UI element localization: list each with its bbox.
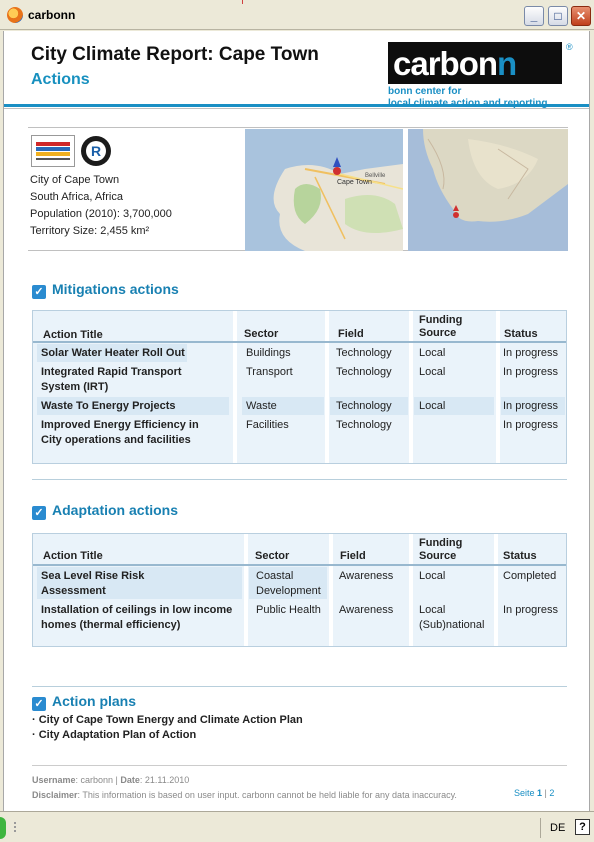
table-row-field: Technology: [336, 400, 392, 412]
table-row-funding: Local: [419, 400, 446, 412]
city-map[interactable]: [245, 129, 403, 251]
report-title: City Climate Report: Cape Town: [31, 44, 319, 65]
logo-wordmark: carbonn: [393, 45, 517, 82]
table-row-funding: Local: [419, 366, 446, 378]
section-divider: [32, 686, 567, 687]
title-bar: [0, 0, 594, 30]
checkbox-icon: ✓: [32, 506, 46, 520]
report-subtitle: Actions: [31, 71, 90, 88]
col-field: Field: [338, 328, 364, 340]
table-row-status: In progress: [503, 366, 559, 378]
table-row-status: In progress: [503, 419, 559, 431]
col-field: Field: [340, 550, 366, 562]
mitigation-table: [32, 310, 567, 464]
col-status: Status: [503, 550, 537, 562]
col-funding-source: Funding Source: [419, 314, 463, 339]
list-item[interactable]: · City of Cape Town Energy and Climate Action Plan: [32, 714, 303, 726]
adaptation-table: [32, 533, 567, 647]
table-row-title: Installation of ceilings in low income homes (thermal efficiency): [41, 604, 233, 631]
table-row-status: Completed: [503, 570, 557, 582]
minimize-button[interactable]: _: [524, 6, 544, 26]
section-divider: [32, 479, 567, 480]
header-rule: [4, 104, 590, 107]
report-footer: [32, 773, 457, 803]
status-bar: [0, 811, 594, 842]
help-icon[interactable]: ?: [575, 819, 590, 835]
language-indicator[interactable]: DE: [550, 822, 566, 834]
col-sector: Sector: [255, 550, 290, 562]
table-row-sector: Buildings: [246, 347, 291, 359]
adaptation-heading: ✓ Adaptation actions: [32, 502, 178, 520]
city-emblem-logo: [31, 135, 75, 167]
table-row-title: Sea Level Rise Risk Assessment: [41, 570, 145, 597]
table-row-status: In progress: [503, 400, 559, 412]
plans-heading: ✓ Action plans: [32, 693, 136, 711]
table-row-field: Technology: [336, 366, 392, 378]
table-row-field: Awareness: [339, 604, 394, 616]
table-row-sector: Facilities: [246, 419, 289, 431]
footer-meta: Username: carbonn | Date: 21.11.2010: [32, 775, 190, 785]
region-map[interactable]: [408, 129, 568, 251]
plans-list: [32, 713, 303, 743]
table-row-field: Technology: [336, 347, 392, 359]
title-bar-marker: [242, 0, 243, 4]
table-row-sector: Transport: [246, 366, 293, 378]
table-row-funding: Local: [419, 347, 446, 359]
city-territory: Territory Size: 2,455 km²: [30, 225, 150, 237]
table-row-title: Improved Energy Efficiency in City operations and facilities: [41, 419, 199, 446]
footer-rule: [32, 765, 567, 766]
col-status: Status: [504, 328, 538, 340]
map-label-bellville: Bellville: [365, 173, 386, 179]
table-row-sector: Coastal Development: [256, 570, 321, 597]
city-region: South Africa, Africa: [30, 191, 123, 203]
footer-disclaimer: Disclaimer: This information is based on user input. carbonn cannot be held liable for any data inaccuracy.: [32, 790, 457, 800]
col-action-title: Action Title: [43, 329, 103, 341]
city-population: Population (2010): 3,700,000: [30, 208, 172, 220]
checkbox-icon: ✓: [32, 697, 46, 711]
logo-box: [388, 42, 562, 84]
table-row-title: Solar Water Heater Roll Out: [41, 347, 185, 359]
table-row-funding: Local: [419, 570, 446, 582]
table-row-field: Technology: [336, 419, 392, 431]
adaptation-header-row: [33, 534, 566, 566]
table-row-sector: Public Health: [256, 604, 321, 616]
page-indicator[interactable]: Seite 1 | 2: [514, 788, 555, 798]
firefox-icon: [7, 7, 23, 23]
table-row-status: In progress: [503, 604, 559, 616]
table-row-funding: Local (Sub)national: [419, 604, 485, 631]
grip-handle[interactable]: [14, 822, 22, 832]
registered-mark: ®: [566, 42, 573, 52]
col-funding-source: Funding Source: [419, 537, 463, 562]
report-page: [3, 31, 590, 811]
checkbox-icon: ✓: [32, 285, 46, 299]
maximize-button[interactable]: □: [548, 6, 568, 26]
status-indicator: [0, 817, 6, 839]
table-row-sector: Waste: [246, 400, 277, 412]
status-divider: [540, 818, 541, 838]
registry-badge-icon: R: [81, 136, 111, 166]
city-details: [30, 172, 172, 240]
col-action-title: Action Title: [43, 550, 103, 562]
table-row-title: Waste To Energy Projects: [41, 400, 176, 412]
mitigation-heading: ✓ Mitigations actions: [32, 281, 179, 299]
close-button[interactable]: ✕: [571, 6, 591, 26]
list-item[interactable]: · City Adaptation Plan of Action: [32, 729, 197, 741]
table-row-field: Awareness: [339, 570, 394, 582]
header-rule-thin: [4, 108, 590, 109]
table-row-status: In progress: [503, 347, 559, 359]
logo-tagline-1: bonn center for: [388, 86, 462, 97]
map-label-cape-town: Cape Town: [337, 179, 372, 186]
city-name: City of Cape Town: [30, 174, 120, 186]
carbonn-logo[interactable]: [388, 42, 578, 112]
mitigation-header-row: [33, 311, 566, 343]
window-title: carbonn: [28, 8, 76, 22]
col-sector: Sector: [244, 328, 279, 340]
city-info-box: [28, 127, 568, 251]
table-row-title: Integrated Rapid Transport System (IRT): [41, 366, 182, 393]
